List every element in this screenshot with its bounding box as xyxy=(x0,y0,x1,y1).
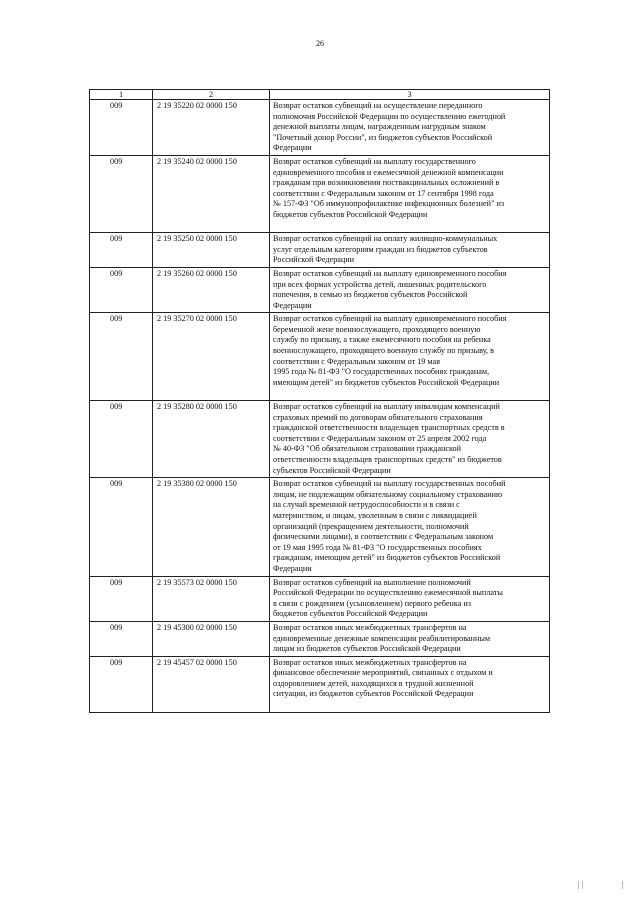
description-cell xyxy=(270,233,550,268)
description-line: Российской Федерации по осуществлению ежемесячной выплаты xyxy=(273,588,503,598)
description-line: организаций (прекращением деятельности, полномочий xyxy=(273,521,469,531)
description-line: Возврат остатков субвенций на выполнение полномочий xyxy=(273,577,471,587)
table-row xyxy=(90,233,550,268)
description-cell xyxy=(270,478,550,576)
description-line: бюджетов субъектов Российской Федерации xyxy=(273,209,428,219)
description-line: полномочия Российской Федерации по осуществлению ежегодной xyxy=(273,111,506,121)
table-row xyxy=(90,576,550,621)
description-line: оздоровлением детей, находящихся в трудной жизненной xyxy=(273,678,474,688)
description-line: службу по призыву, а также ежемесячного пособия на ребенка xyxy=(273,335,491,345)
description-line: Российской Федерации xyxy=(273,255,355,265)
corner-mark-right: | xyxy=(622,880,624,889)
description-line: на случай временной нетрудоспособности и в связи с xyxy=(273,500,460,510)
description-line: в связи с рождением (усыновлением) первого ребенка из xyxy=(273,598,471,608)
budget-classification-code-cell: 2 19 35270 02 0000 150 xyxy=(153,313,270,401)
budget-classification-code-cell: 2 19 45457 02 0000 150 xyxy=(153,656,270,712)
description-line: соответствии с Федеральным законом от 19 мая xyxy=(273,356,440,366)
description-line: при всех формах устройства детей, лишенных родительского xyxy=(273,279,487,289)
table-row xyxy=(90,401,550,478)
description-line: Возврат остатков субвенций на выплату единовременного пособия xyxy=(273,314,507,324)
description-cell xyxy=(270,576,550,621)
budget-classification-code-cell: 2 19 35573 02 0000 150 xyxy=(153,576,270,621)
description-line: Возврат остатков субвенций на осуществление переданного xyxy=(273,101,483,110)
description-line: военнослужащего, проходящего военную службу по призыву, в xyxy=(273,346,494,356)
description-line: № 40-ФЗ "Об обязательном страховании гражданской xyxy=(273,444,462,454)
table-row xyxy=(90,267,550,312)
description-line: Федерации xyxy=(273,143,312,153)
description-line: соответствии с Федеральным законом от 25 апреля 2002 года xyxy=(273,433,487,443)
budget-classification-code-cell: 2 19 35280 02 0000 150 xyxy=(153,401,270,478)
description-line: Возврат остатков субвенций на выплату государственного xyxy=(273,156,476,166)
description-line: физическими лицами), в соответствии с Федеральным законом xyxy=(273,532,494,542)
description-line: материнством, и лицам, уволенным в связи с ликвидацией xyxy=(273,510,477,520)
description-line: № 157-ФЗ "Об иммунопрофилактике инфекционных болезней" из xyxy=(273,199,505,209)
admin-code-cell: 009 xyxy=(90,313,153,401)
description-line: денежной выплаты лицам, награжденным нагрудным знаком xyxy=(273,122,486,132)
description-line: гражданам при возникновении поствакцинальных осложнений в xyxy=(273,178,500,188)
description-line: единовременного пособия и ежемесячной денежной компенсации xyxy=(273,167,504,177)
description-line xyxy=(273,388,546,399)
description-line: ситуации, из бюджетов субъектов Российской Федерации xyxy=(273,689,474,699)
admin-code-cell: 009 xyxy=(90,233,153,268)
budget-classification-code-cell: 2 19 35260 02 0000 150 xyxy=(153,267,270,312)
description-line: финансовое обеспечение мероприятий, связанных с отдыхом и xyxy=(273,668,493,678)
description-line: гражданской ответственности владельцев транспортных средств в xyxy=(273,423,505,433)
budget-classification-code-cell: 2 19 35380 02 0000 150 xyxy=(153,478,270,576)
description-line xyxy=(273,700,546,711)
page-number: 26 xyxy=(316,39,324,48)
description-line: Возврат остатков субвенций на выплату инвалидам компенсаций xyxy=(273,402,500,412)
description-cell xyxy=(270,100,550,156)
admin-code-cell: 009 xyxy=(90,656,153,712)
admin-code-cell: 009 xyxy=(90,621,153,656)
table-row xyxy=(90,100,550,156)
description-line: попечения, в семью из бюджетов субъектов Российской xyxy=(273,290,468,300)
description-line xyxy=(273,221,546,232)
description-line: Возврат остатков субвенций на выплату единовременного пособия xyxy=(273,268,507,278)
description-cell xyxy=(270,401,550,478)
budget-classification-code-cell: 2 19 35220 02 0000 150 xyxy=(153,100,270,156)
budget-classification-code-cell: 2 19 45300 02 0000 150 xyxy=(153,621,270,656)
admin-code-cell: 009 xyxy=(90,401,153,478)
header-col-3: 3 xyxy=(270,90,550,100)
admin-code-cell: 009 xyxy=(90,576,153,621)
description-line: страховых премий по договорам обязательного страхования xyxy=(273,412,483,422)
description-line: беременной жене военнослужащего, проходящего военную xyxy=(273,324,481,334)
description-line: имеющим детей" из бюджетов субъектов Российской Федерации xyxy=(273,377,500,387)
description-line: бюджетов субъектов Российской Федерации xyxy=(273,609,428,619)
description-line: лицам из бюджетов субъектов Российской Федерации xyxy=(273,644,461,654)
table-row xyxy=(90,313,550,401)
admin-code-cell: 009 xyxy=(90,478,153,576)
table-row xyxy=(90,478,550,576)
description-line: Федерации xyxy=(273,563,312,573)
admin-code-cell: 009 xyxy=(90,267,153,312)
admin-code-cell: 009 xyxy=(90,155,153,232)
header-col-2: 2 xyxy=(153,90,270,100)
budget-classification-code-cell: 2 19 35250 02 0000 150 xyxy=(153,233,270,268)
description-cell xyxy=(270,656,550,712)
description-line: соответствии с Федеральным законом от 17 сентября 1998 года xyxy=(273,188,494,198)
table-header-row xyxy=(90,90,550,100)
description-cell xyxy=(270,621,550,656)
description-line: Возврат остатков иных межбюджетных трансфертов на xyxy=(273,622,467,632)
admin-code-cell: 009 xyxy=(90,100,153,156)
description-line: лицам, не подлежащим обязательному социальному страхованию xyxy=(273,489,503,499)
description-line: Возврат остатков иных межбюджетных трансфертов на xyxy=(273,657,467,667)
budget-classification-code-cell: 2 19 35240 02 0000 150 xyxy=(153,155,270,232)
description-cell xyxy=(270,313,550,401)
description-line: гражданам, имеющим детей" из бюджетов субъектов Российской xyxy=(273,553,501,563)
description-line: "Почетный донор России", из бюджетов субъектов Российской xyxy=(273,132,493,142)
description-line: субъектов Российской Федерации xyxy=(273,465,391,475)
description-line: единовременные денежные компенсации реабилитированным xyxy=(273,633,491,643)
table-row xyxy=(90,656,550,712)
description-line: Федерации xyxy=(273,300,312,310)
header-col-1: 1 xyxy=(90,90,153,100)
table-row xyxy=(90,155,550,232)
description-line: ответственности владельцев транспортных средств" из бюджетов xyxy=(273,455,502,464)
description-cell xyxy=(270,267,550,312)
description-line: от 19 мая 1995 года № 81-ФЗ "О государственных пособиях xyxy=(273,542,482,552)
description-cell xyxy=(270,155,550,232)
budget-codes-table xyxy=(89,89,550,713)
table-row xyxy=(90,621,550,656)
description-line: 1995 года № 81-ФЗ "О государственных пособиях гражданам, xyxy=(273,367,490,377)
description-line: Возврат остатков субвенций на выплату государственных пособий xyxy=(273,479,506,489)
description-line: Возврат остатков субвенций на оплату жилищно-коммунальных xyxy=(273,234,498,244)
corner-mark-left: | | xyxy=(578,880,584,889)
description-line: услуг отдельным категориям граждан из бюджетов субъектов xyxy=(273,244,488,254)
